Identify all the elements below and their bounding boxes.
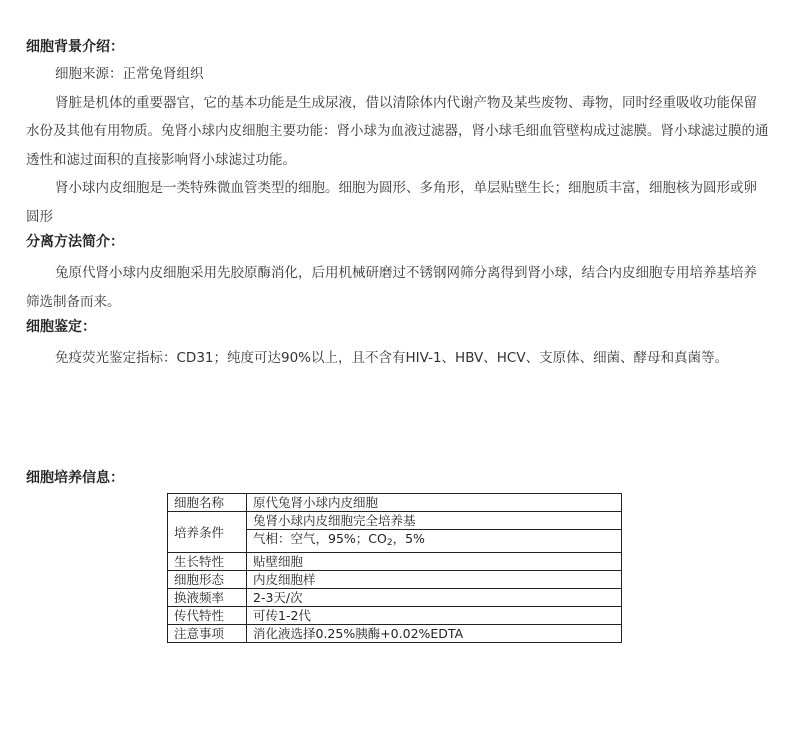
row-value: 兔肾小球内皮细胞完全培养基 [247, 512, 622, 530]
row-label: 换液频率 [168, 589, 247, 607]
background-paragraph-2: 肾小球内皮细胞是一类特殊微血管类型的细胞。细胞为圆形、多角形，单层贴壁生长；细胞质丰富，细胞核为圆形或卵圆形 [26, 180, 757, 225]
row-value-gas [247, 530, 622, 553]
table-row [168, 494, 622, 512]
row-value: 可传1-2代 [247, 607, 622, 625]
row-label: 细胞名称 [168, 494, 247, 512]
row-label: 生长特性 [168, 553, 247, 571]
row-value: 消化液选择0.25%胰酶+0.02%EDTA [247, 625, 622, 643]
culture-info-table [167, 493, 622, 643]
table-row [168, 589, 622, 607]
identification-heading: 细胞鉴定： [26, 319, 96, 335]
row-label: 传代特性 [168, 607, 247, 625]
cell-source-text: 细胞来源：正常兔肾组织 [55, 66, 204, 82]
gas-subscript: 2 [386, 538, 393, 548]
row-label: 培养条件 [168, 512, 247, 553]
isolation-paragraph: 兔原代肾小球内皮细胞采用先胶原酶消化，后用机械研磨过不锈钢网筛分离得到肾小球，结合内皮细胞专用培养基培养筛选制备而来。 [26, 265, 757, 310]
isolation-heading: 分离方法简介： [26, 234, 124, 250]
row-value: 原代兔肾小球内皮细胞 [247, 494, 622, 512]
row-value: 贴壁细胞 [247, 553, 622, 571]
background-paragraph-1: 肾脏是机体的重要器官，它的基本功能是生成尿液，借以清除体内代谢产物及某些废物、毒物，同时经重吸收功能保留水份及其他有用物质。兔肾小球内皮细胞主要功能：肾小球为血液过滤器，肾小球毛细血管壁构成过滤膜。肾小球滤过膜的通透性和滤过面积的直接影响肾小球滤过功能。 [26, 94, 769, 168]
table-row [168, 553, 622, 571]
row-label: 细胞形态 [168, 571, 247, 589]
table-row [168, 607, 622, 625]
row-label: 注意事项 [168, 625, 247, 643]
row-value: 内皮细胞样 [247, 571, 622, 589]
table-row [168, 512, 622, 530]
row-value: 2-3天/次 [247, 589, 622, 607]
background-heading: 细胞背景介绍： [26, 39, 124, 55]
table-row [168, 571, 622, 589]
gas-suffix: ，5% [392, 531, 425, 546]
main-content [26, 36, 770, 373]
gas-prefix: 气相：空气，95%；CO [253, 531, 387, 546]
identification-paragraph: 免疫荧光鉴定指标：CD31；纯度可达90%以上，且不含有HIV-1、HBV、HCV、支原体、细菌、酵母和真菌等。 [55, 350, 729, 366]
table-row [168, 625, 622, 643]
culture-heading: 细胞培养信息： [26, 470, 124, 486]
